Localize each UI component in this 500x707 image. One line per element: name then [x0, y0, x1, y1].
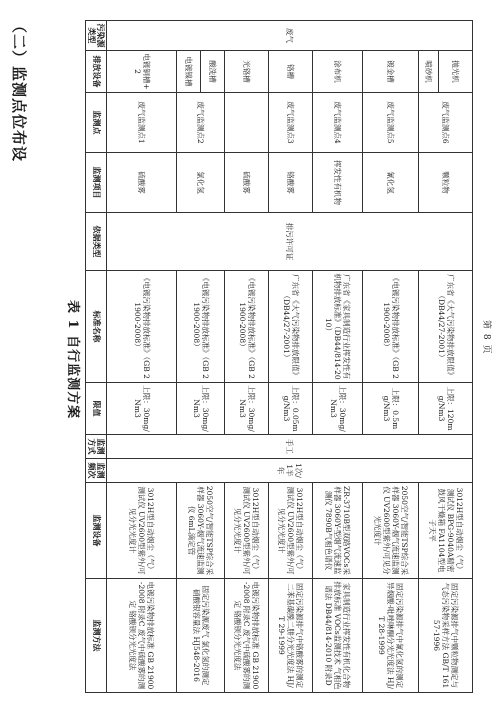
table-row [225, 21, 269, 693]
cell-source-type: 废气 [107, 21, 473, 51]
cell-device: 2050空气/智能TSP综合采样器 3060Y-烟气流速监测仪 UV2600型紫外/可见分光光度计 [363, 483, 419, 579]
cell-method: 手工 [107, 435, 473, 459]
header-cell: 监测点 [86, 93, 107, 153]
cell-standard: 广东省《大气污染物排放限值》（DB44/27-2001） [269, 271, 313, 383]
cell-standard: 《电镀污染物排放标准》（GB 21900-2008） [363, 271, 419, 383]
header-row [86, 21, 107, 693]
cell-device: 2050空气/智能TSP综合采样器 3060Y-烟气流速监测仪 6mL滴定管 [177, 483, 225, 579]
cell-item: 颗粒物 [419, 153, 473, 213]
cell-test-method: 家具制造行业挥发性有机化合物排放标准 VOCs监测技术 气相色谱法 DB44/814-2010 附录D [313, 579, 363, 693]
page-number: 第 8 页 [481, 320, 491, 355]
header-cell: 排放设备 [86, 51, 107, 93]
cell-equipment: 抛光机 [439, 51, 473, 93]
cell-point: 废气监测点6 [419, 93, 473, 153]
cell-test-method: 固定污染源排气中氰化氢的测定 异烟酸-吡唑啉酮分光光度法 HJ/T 28-1999 [363, 579, 419, 693]
cell-item: 硫酸雾 [225, 153, 269, 213]
section-title: （二）监测点位布设 [10, 18, 28, 163]
cell-limit: 上限：0.5mg/Nm3 [363, 383, 419, 435]
table-title: 表 1 自行监测方案 [65, 300, 80, 420]
cell-point: 废气监测点2 [177, 93, 225, 153]
cell-equipment: 电镀镍槽 [177, 51, 201, 93]
cell-equipment: 喷砂机 [419, 51, 439, 93]
cell-device: 3012H型自动烟尘（气）测试仪 UV2600型紫外/可见分光光度计 [225, 483, 269, 579]
cell-item: 氯化氢 [177, 153, 225, 213]
cell-device: 3012H型自动烟尘（气）测试仪 UV2600型紫外/可见分光光度计 [107, 483, 177, 579]
cell-test-method: 固定污染源废气 氯化氢的测定 硝酸银容量法 HJ548-2016 [177, 579, 225, 693]
cell-point: 废气监测点3 [269, 93, 313, 153]
cell-limit: 上限：0.05mg/Nm3 [269, 383, 313, 435]
cell-limit: 上限：120mg/Nm3 [419, 383, 473, 435]
header-cell: 监测方式 [86, 435, 107, 459]
cell-item: 氰化氢 [363, 153, 419, 213]
cell-test-method: 固定污染源排气中铬酸雾的测定 二苯基碳酰二肼分光光度法 HJ/T 29-1999 [269, 579, 313, 693]
cell-limit: 上限：30mg/Nm3 [225, 383, 269, 435]
cell-device: 3012H型自动烟尘（气）测试仪 UV2600型紫外/可见分光光度计 [269, 483, 313, 579]
cell-equipment: 涂布机 [313, 51, 363, 93]
header-cell: 监测设备 [86, 483, 107, 579]
header-cell: 依据类型 [86, 213, 107, 271]
header-cell: 监测方法 [86, 579, 107, 693]
cell-standard: 《电镀污染物排放标准》（GB 21900-2008） [177, 271, 225, 383]
table-row [363, 21, 419, 693]
cell-basis: 排污许可证 [107, 213, 473, 271]
table-row [269, 21, 313, 693]
table-row [313, 21, 363, 693]
cell-equipment: 镀金槽 [363, 51, 419, 93]
cell-point: 废气监测点5 [363, 93, 419, 153]
cell-point [225, 93, 269, 153]
table-row [107, 21, 177, 693]
cell-standard: 《电镀污染物排放标准》（GB 21900-2008） [225, 271, 269, 383]
table-row [177, 21, 201, 693]
cell-point: 废气监测点1 [107, 93, 177, 153]
cell-standard: 《电镀污染物排放标准》（GB 21900-2008） [107, 271, 177, 383]
monitoring-plan-table [85, 20, 473, 693]
cell-limit: 上限：30mg/Nm3 [107, 383, 177, 435]
header-cell: 监测项目 [86, 153, 107, 213]
cell-item: 硫酸雾 [107, 153, 177, 213]
cell-test-method: 固定污染源排气中颗粒物测定与气态污染物采样方法 GB/T 16157-1996 [419, 579, 473, 693]
header-cell: 污染源类型 [86, 21, 107, 51]
cell-device: 3012H型自动烟尘（气）测试仪 BPG-9040A精密鼓风干燥箱 FA1104型电子天平 [419, 483, 473, 579]
cell-device: ZR-3710B型双路VOCs采样器 3060Y-型烟气流速监测仪 7890B气相色谱仪 [313, 483, 363, 579]
cell-item: 铬酸雾 [269, 153, 313, 213]
table-row [419, 21, 439, 693]
cell-equipment: 电镀铜槽+2 [107, 51, 177, 93]
cell-equipment: 光铬槽 [225, 51, 269, 93]
cell-test-method: 电镀污染物排放标准 GB 21900-2008 附录C 废气中硫酸雾的测定 铬酸钡分光光度法 [107, 579, 177, 693]
header-cell: 监测频次 [86, 459, 107, 483]
cell-frequency: 1次/1半年 [107, 459, 473, 483]
cell-test-method: 电镀污染物排放标准 GB 21900-2008 附录C 废气中硫酸雾的测定 铬酸钡分光光度法 [225, 579, 269, 693]
cell-limit: 上限：30mg/Nm3 [177, 383, 225, 435]
cell-equipment: 铬槽 [269, 51, 313, 93]
cell-equipment: 酸洗槽 [201, 51, 225, 93]
cell-standard: 广东省《家具制造行业挥发性有机物排放标准》（DB44/814-2010） [313, 271, 363, 383]
cell-standard: 广东省《大气污染物排放限值》（DB44/27-2001） [419, 271, 473, 383]
header-cell: 限值 [86, 383, 107, 435]
cell-item: 挥发性有机物 [313, 153, 363, 213]
cell-limit: 上限：30mg/Nm3 [313, 383, 363, 435]
header-cell: 标准名称 [86, 271, 107, 383]
cell-point: 废气监测点4 [313, 93, 363, 153]
